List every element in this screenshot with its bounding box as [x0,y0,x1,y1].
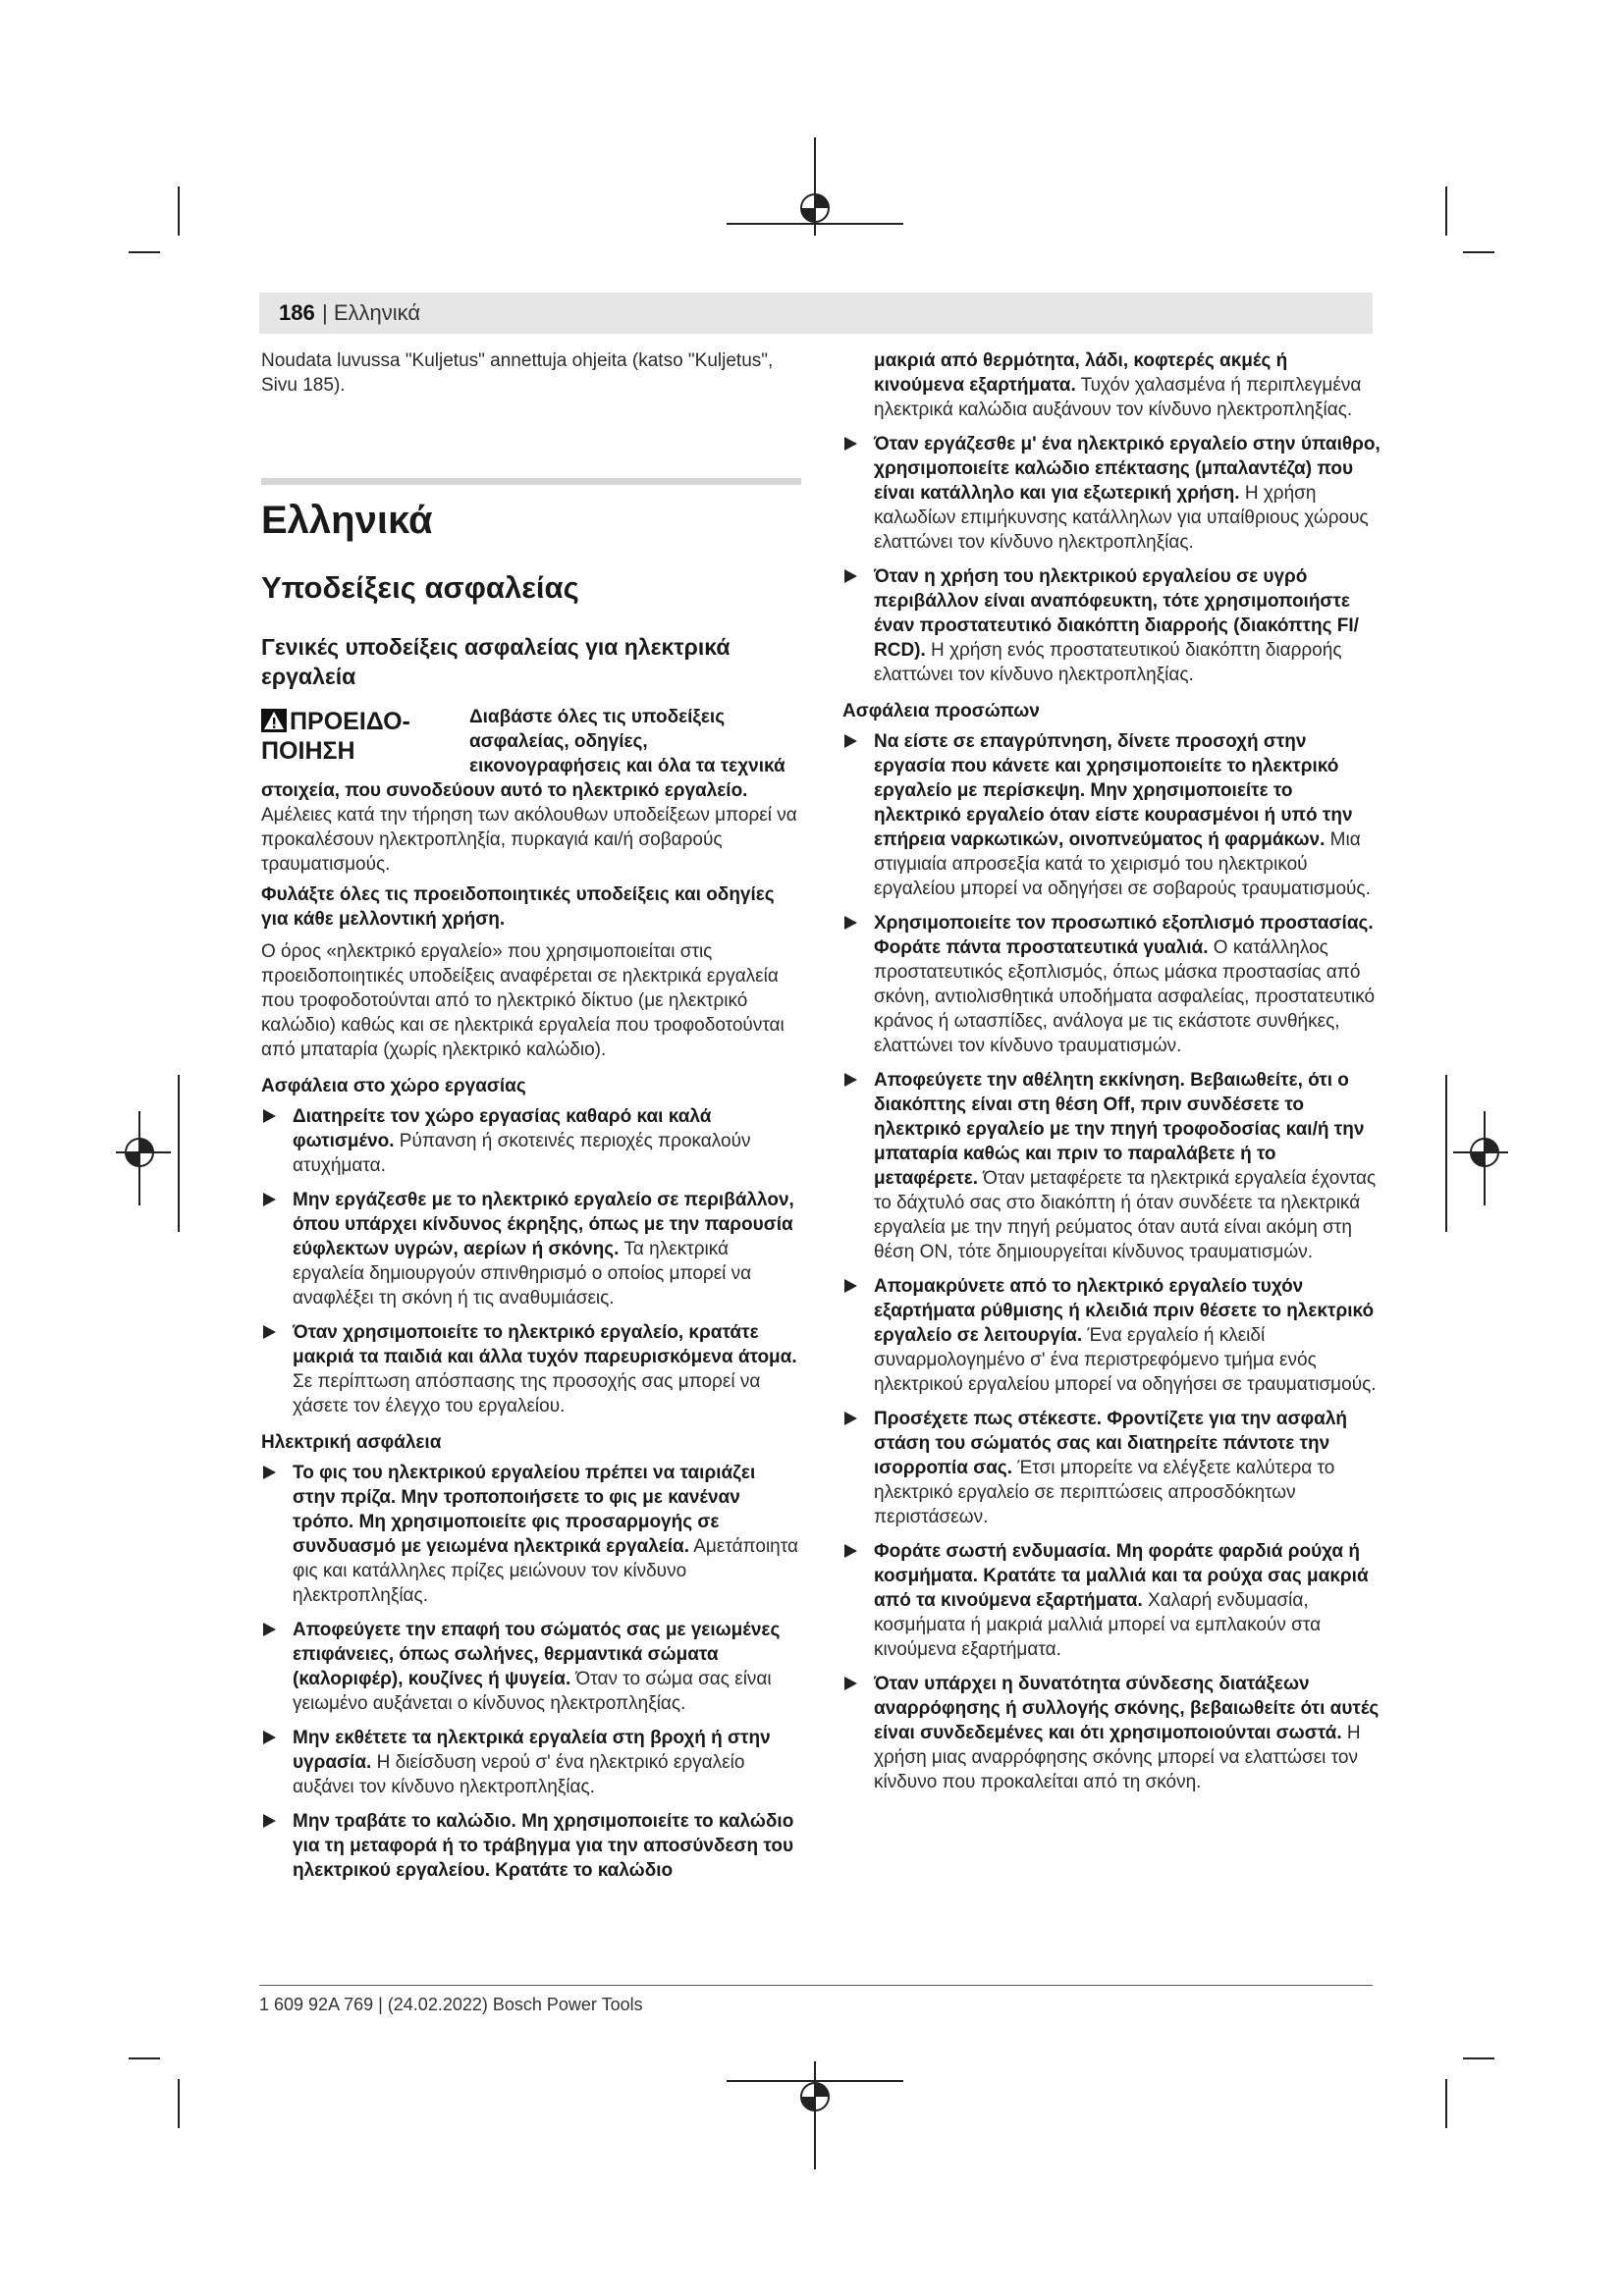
continuation-text: μακριά από θερμότητα, λάδι, κοφτερές ακμές ή κινούμενα εξαρτήματα. Τυχόν χαλασμένα ή περιπλεγμένα ηλεκτρικά καλώδια αυξάνουν τον κίνδυνο ηλεκτροπληξίας. [874,350,1362,420]
electrical-heading: Ηλεκτρική ασφάλεια [261,1432,442,1453]
crop-mark [1445,187,1447,236]
list-item: Να είστε σε επαγρύπνηση, δίνετε προσοχή στην εργασία που κάνετε και χρησιμοποιείτε το ηλεκτρικό εργαλείο με περίσκεψη. Μην χρησιμοποιείτε το ηλεκτρικό εργαλείο όταν είστε κουρασμένοι ή υπό την επήρεια ναρκωτικών, οινοπνεύματος ή φαρμάκων. Μια στιγμιαία απροσεξία κατά το χειρισμό του ηλεκτρικού εργαλείου μπορεί να οδηγήσει σε σοβαρούς τραυματισμούς. [842,729,1382,901]
warning-block [261,705,801,877]
list-item: Όταν υπάρχει η δυνατότητα σύνδεσης διατάξεων αναρρόφησης ή συλλογής σκόνης, βεβαιωθείτε ότι αυτές είναι συνδεδεμένες και ότι χρησιμοποιούνται σωστά. Η χρήση μιας αναρρόφησης σκόνης μπορεί να ελαττώσει τον κίνδυνο που προκαλείται από τη σκόνη. [842,1672,1382,1794]
page-footer: 1 609 92A 769 | (24.02.2022) Bosch Power Tools [259,1995,643,2014]
bullet-arrow-icon [844,916,857,930]
list-item: Μην εργάζεσθε με το ηλεκτρικό εργαλείο σε περιβάλλον, όπου υπάρχει κίνδυνος έκρηξης, όπως με την παρουσία εύφλεκτων υγρών, αερίων ή σκόνης. Τα ηλεκτρικά εργαλεία δημιουργούν σπινθηρισμό ο οποίος μπορεί να αναφλέξει τη σκόνη ή τις αναθυμιάσεις. [261,1188,801,1310]
bullet-arrow-icon [263,1193,276,1206]
list-item: Προσέχετε πως στέκεστε. Φροντίζετε για την ασφαλή στάση του σώματός σας και διατηρείτε πάντοτε την ισορροπία σας. Έτσι μπορείτε να ελέγξετε καλύτερα το ηλεκτρικό εργαλείο σε περιπτώσεις απροσδόκητων περιστάσεων. [842,1407,1382,1529]
registration-mark-icon [116,1111,171,1205]
crop-mark [1463,2057,1494,2059]
header-language: | Ελληνικά [322,300,421,325]
electrical-list-continued [842,432,1382,687]
bullet-arrow-icon [263,1109,276,1123]
personal-heading: Ασφάλεια προσώπων [842,701,1040,721]
registration-mark-icon [727,137,903,285]
list-item: Απομακρύνετε από το ηλεκτρικό εργαλείο τυχόν εξαρτήματα ρύθμισης ή κλειδιά πριν θέσετε το ηλεκτρικό εργαλείο σε λειτουργία. Ένα εργαλείο ή κλειδί συναρμολογημένο σ' ένα περιστρεφόμενο τμήμα ενός ηλεκτρικού εργαλείου μπορεί να οδηγήσει σε τραυματισμούς. [842,1274,1382,1397]
warning-text: Διαβάστε όλες τις υποδείξεις ασφαλείας, οδηγίες, εικονογραφήσεις και όλα τα τεχνικά στοιχεία, που συνοδεύουν αυτό το ηλεκτρικό εργαλείο. Αμέλειες κατά την τήρηση των ακόλουθων υποδείξεων μπορεί να προκαλέσουν ηλεκτροπληξία, πυρκαγιά και/ή σοβαρούς τραυματισμούς. [261,707,797,875]
bullet-arrow-icon [263,1731,276,1744]
bullet-arrow-icon [844,1544,857,1558]
bullet-arrow-icon [263,1623,276,1636]
section-divider [261,478,801,485]
bullet-arrow-icon [844,1073,857,1087]
keep-notice: Φυλάξτε όλες τις προειδοποιητικές υποδείξεις και οδηγίες για κάθε μελλοντική χρήση. [261,884,775,930]
bullet-arrow-icon [844,1412,857,1425]
language-heading: Ελληνικά [261,499,433,542]
crop-mark [1445,2079,1447,2128]
general-heading: Γενικές υποδείξεις ασφαλείας για ηλεκτρικά εργαλεία [261,634,731,689]
list-item: Φοράτε σωστή ενδυμασία. Μη φοράτε φαρδιά ρούχα ή κοσμήματα. Κρατάτε τα μαλλιά και τα ρούχα σας μακριά από τα κινούμενα εξαρτήματα. Χαλαρή ενδυμασία, κοσμήματα ή μακριά μαλλιά μπορεί να εμπλακούν στα κινούμενα εξαρτήματα. [842,1539,1382,1662]
workarea-heading: Ασφάλεια στο χώρο εργασίας [261,1076,526,1096]
safety-heading: Υποδείξεις ασφαλείας [261,570,579,605]
right-column [842,348,1382,1804]
bullet-arrow-icon [844,734,857,748]
warning-icon [261,709,287,732]
bullet-arrow-icon [263,1814,276,1828]
list-item: Το φις του ηλεκτρικού εργαλείου πρέπει να ταιριάζει στην πρίζα. Μην τροποποιήσετε το φις με κανέναν τρόπο. Μη χρησιμοποιείτε φις προσαρμογής σε συνδυασμό με γειωμένα ηλεκτρικά εργαλεία. Αμετάποιητα φις και κατάλληλες πρίζες μειώνουν τον κίνδυνο ηλεκτροπληξίας. [261,1461,801,1608]
bullet-arrow-icon [844,437,857,451]
crop-mark [129,2057,160,2059]
list-item: Μην εκθέτετε τα ηλεκτρικά εργαλεία στη βροχή ή στην υγρασία. Η διείσδυση νερού σ' ένα ηλεκτρικό εργαλείο αυξάνει τον κίνδυνο ηλεκτροπληξίας. [261,1726,801,1799]
term-paragraph: Ο όρος «ηλεκτρικό εργαλείο» που χρησιμοποιείται στις προειδοποιητικές υποδείξεις αναφέρεται σε ηλεκτρικά εργαλεία που τροφοδοτούνται από το ηλεκτρικό δίκτυο (με ηλεκτρικό καλώδιο) καθώς και σε ηλεκτρικά εργαλεία που τροφοδοτούνται από μπαταρία (χωρίς ηλεκτρικό καλώδιο). [261,941,785,1060]
list-item: Χρησιμοποιείτε τον προσωπικό εξοπλισμό προστασίας. Φοράτε πάντα προστατευτικά γυαλιά. Ο κατάλληλος προστατευτικός εξοπλισμός, όπως μάσκα προστασίας από σκόνη, αντιολισθητικά υποδήματα ασφαλείας, προστατευτικό κράνος ή ωτασπίδες, ανάλογα με τις εκάστοτε συνθήκες, ελαττώνει τον κίνδυνο τραυματισμών. [842,911,1382,1058]
bullet-arrow-icon [844,1677,857,1690]
page-header [259,293,1373,334]
crop-mark [1445,1075,1447,1232]
crop-mark [178,1075,180,1232]
warning-label: ΠΡΟΕΙΔΟ- ΠΟΙΗΣΗ [261,708,410,765]
page-number: 186 [279,300,315,325]
list-item: Διατηρείτε τον χώρο εργασίας καθαρό και καλά φωτισμένο. Ρύπανση ή σκοτεινές περιοχές προκαλούν ατυχήματα. [261,1104,801,1178]
list-item: Όταν χρησιμοποιείτε το ηλεκτρικό εργαλείο, κρατάτε μακριά τα παιδιά και άλλα τυχόν παρευρισκόμενα άτομα. Σε περίπτωση απόσπασης της προσοχής σας μπορεί να χάσετε τον έλεγχο του εργαλείου. [261,1320,801,1418]
crop-mark [178,187,180,236]
crop-mark [178,2079,180,2128]
list-item: Όταν η χρήση του ηλεκτρικού εργαλείου σε υγρό περιβάλλον είναι αναπόφευκτη, τότε χρησιμοποιήστε έναν προστατευτικό διακόπτη διαρροής (διακόπτης FI/ RCD). Η χρήση ενός προστατευτικού διακόπτη διαρροής ελαττώνει τον κίνδυνο ηλεκτροπληξίας. [842,564,1382,687]
intro-text: Noudata luvussa "Kuljetus" annettuja ohjeita (katso "Kuljetus", Sivu 185). [261,350,774,396]
crop-mark [129,251,160,253]
list-item: Μην τραβάτε το καλώδιο. Μη χρησιμοποιείτε το καλώδιο για τη μεταφορά ή το τράβηγμα για την αποσύνδεση του ηλεκτρικού εργαλείου. Κρατάτε το καλώδιο [261,1809,801,1883]
electrical-list [261,1461,801,1883]
bullet-arrow-icon [844,1279,857,1293]
list-item: Αποφεύγετε την αθέλητη εκκίνηση. Βεβαιωθείτε, ότι ο διακόπτης είναι στη θέση Off, πριν συνδέσετε το ηλεκτρικό εργαλείο με την πηγή τροφοδοσίας και/ή την μπαταρία καθώς και πριν το παραλάβετε ή το μεταφέρετε. Όταν μεταφέρετε τα ηλεκτρικά εργαλεία έχοντας το δάχτυλό σας στο διακόπτη ή όταν συνδέετε τα ηλεκτρικά εργαλεία με την πηγή ρεύματος όταν αυτά είναι ακόμη στη θέση ON, τότε δημιουργείται κίνδυνος τραυματισμών. [842,1068,1382,1264]
registration-mark-icon [1453,1111,1508,1205]
bullet-arrow-icon [263,1325,276,1339]
personal-list [842,729,1382,1794]
crop-mark [1463,251,1494,253]
left-column [261,348,801,1893]
bullet-arrow-icon [844,569,857,583]
footer-divider [259,1985,1373,1986]
registration-mark-icon [727,2042,903,2199]
list-item: Όταν εργάζεσθε μ' ένα ηλεκτρικό εργαλείο στην ύπαιθρο, χρησιμοποιείτε καλώδιο επέκτασης (μπαλαντέζα) που είναι κατάλληλο και για εξωτερική χρήση. Η χρήση καλωδίων επιμήκυνσης κατάλληλων για υπαίθριους χώρους ελαττώνει τον κίνδυνο ηλεκτροπληξίας. [842,432,1382,555]
list-item: Αποφεύγετε την επαφή του σώματός σας με γειωμένες επιφάνειες, όπως σωλήνες, θερμαντικά σώματα (καλοριφέρ), κουζίνες ή ψυγεία. Όταν το σώμα σας είναι γειωμένο αυξάνεται ο κίνδυνος ηλεκτροπληξίας. [261,1618,801,1716]
bullet-arrow-icon [263,1466,276,1479]
workarea-list [261,1104,801,1418]
